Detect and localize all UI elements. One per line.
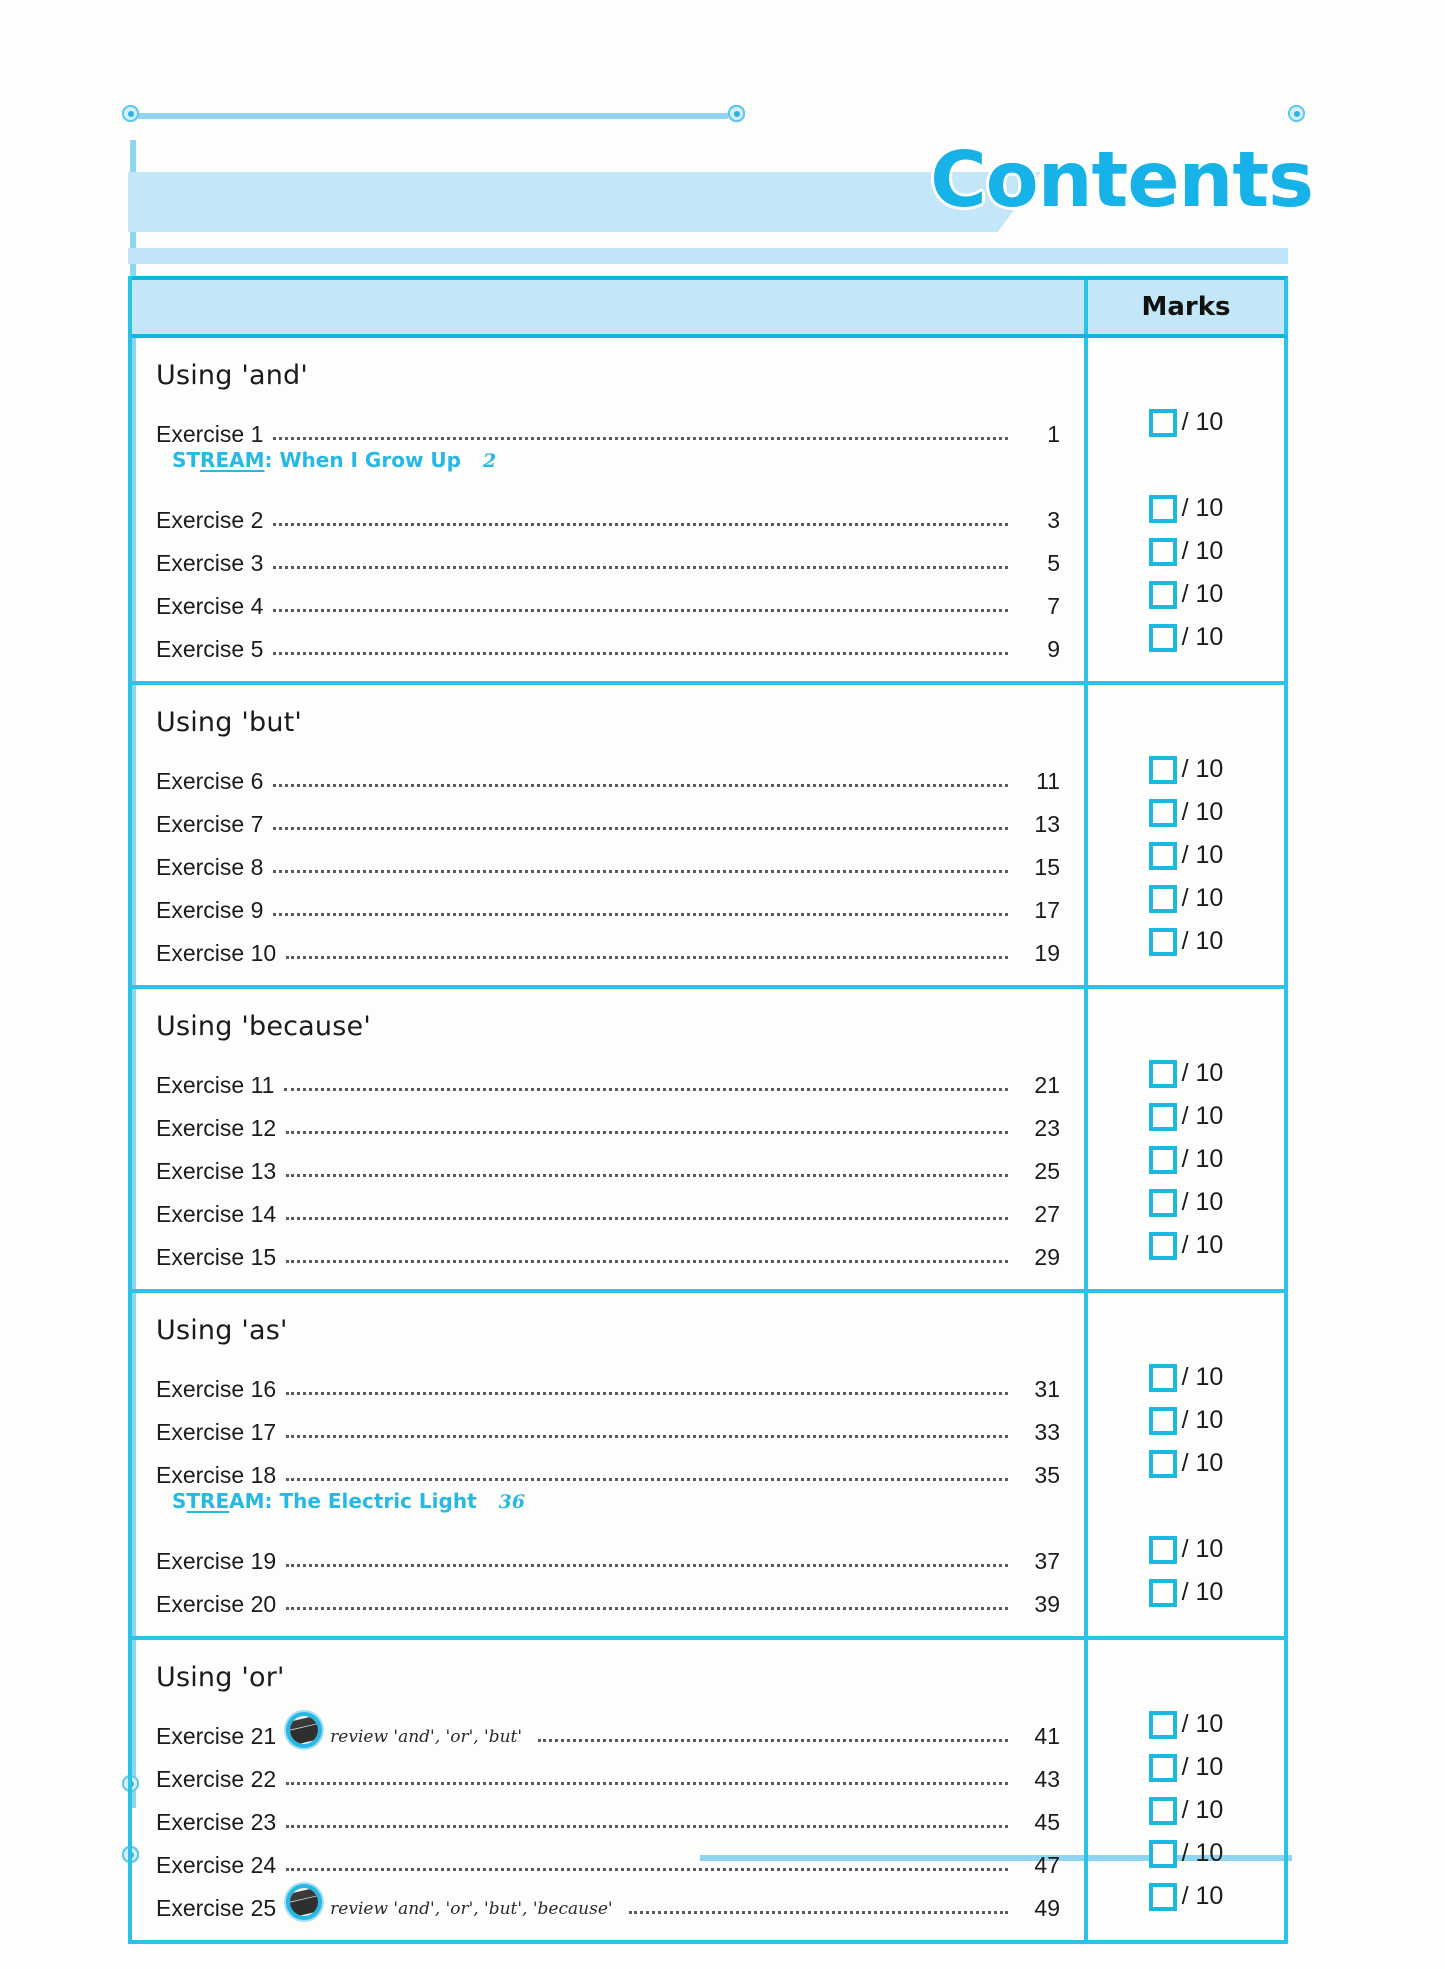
exercise-label: Exercise 15 <box>156 1243 277 1270</box>
marks-checkbox[interactable] <box>1149 1754 1177 1782</box>
section-title: Using 'and' <box>156 360 309 391</box>
exercise-row[interactable] <box>156 405 1060 448</box>
marks-checkbox[interactable] <box>1149 756 1177 784</box>
decorative-dot-icon <box>1288 105 1305 122</box>
film-strip-icon-inner <box>290 1716 318 1744</box>
film-strip-icon <box>286 1712 322 1748</box>
section-marks <box>1088 989 1284 1289</box>
marks-checkbox-row[interactable] <box>1149 748 1224 791</box>
marks-checkbox[interactable] <box>1149 581 1177 609</box>
exercise-label: Exercise 18 <box>156 1461 277 1488</box>
marks-checkbox[interactable] <box>1149 1579 1177 1607</box>
marks-checkbox[interactable] <box>1149 1060 1177 1088</box>
exercise-label: Exercise 10 <box>156 939 277 966</box>
marks-checkbox[interactable] <box>1149 1232 1177 1260</box>
exercise-note: review 'and', 'or', 'but', 'because' <box>330 1899 613 1920</box>
exercise-row[interactable] <box>156 1707 1060 1750</box>
marks-total-label: / 10 <box>1181 537 1224 565</box>
stream-prefix: S <box>172 1489 187 1513</box>
marks-total-label: / 10 <box>1181 1188 1224 1216</box>
marks-checkbox-row[interactable] <box>1149 1571 1224 1614</box>
marks-checkbox[interactable] <box>1149 495 1177 523</box>
marks-checkbox-row[interactable] <box>1149 487 1224 530</box>
marks-checkbox[interactable] <box>1149 1450 1177 1478</box>
dotted-leader <box>284 1088 1008 1091</box>
marks-total-label: / 10 <box>1181 755 1224 783</box>
marks-checkbox-row[interactable] <box>1149 530 1224 573</box>
exercise-label: Exercise 19 <box>156 1547 277 1574</box>
marks-checkbox-row[interactable] <box>1149 1789 1224 1832</box>
section-title: Using 'but' <box>156 707 303 738</box>
title-banner <box>128 172 998 232</box>
marks-checkbox[interactable] <box>1149 1407 1177 1435</box>
marks-checkbox-row[interactable] <box>1149 1875 1224 1918</box>
dotted-leader <box>273 870 1008 873</box>
marks-checkbox-row[interactable] <box>1149 834 1224 877</box>
exercise-row[interactable] <box>156 491 1060 534</box>
dotted-leader <box>629 1911 1008 1914</box>
exercise-row[interactable] <box>156 1750 1060 1793</box>
section-entries <box>132 338 1088 681</box>
table-header-left-cell <box>132 280 1088 334</box>
exercise-page-number: 7 <box>1047 592 1060 619</box>
section-entries <box>132 1640 1088 1940</box>
marks-checkbox[interactable] <box>1149 538 1177 566</box>
section-marks <box>1088 338 1284 681</box>
exercise-page-number: 37 <box>1034 1547 1060 1574</box>
exercise-label: Exercise 7 <box>156 810 264 837</box>
dotted-leader <box>273 609 1008 612</box>
marks-total-label: / 10 <box>1181 494 1224 522</box>
dotted-leader <box>286 1435 1008 1438</box>
exercise-row[interactable] <box>156 752 1060 795</box>
marks-checkbox[interactable] <box>1149 409 1177 437</box>
marks-total-label: / 10 <box>1181 408 1224 436</box>
stream-title: AM: The Electric Light <box>229 1489 477 1513</box>
dotted-leader <box>286 1782 1008 1785</box>
marks-total-label: / 10 <box>1181 1753 1224 1781</box>
exercise-page-number: 17 <box>1034 896 1060 923</box>
contents-section <box>132 989 1288 1293</box>
exercise-row[interactable] <box>156 1099 1060 1142</box>
dotted-leader <box>286 1217 1008 1220</box>
table-header-row <box>132 276 1288 338</box>
contents-section <box>132 338 1288 685</box>
exercise-label: Exercise 21 <box>156 1722 277 1749</box>
exercise-page-number: 33 <box>1034 1418 1060 1445</box>
stream-entry[interactable] <box>156 448 1060 491</box>
marks-total-label: / 10 <box>1181 1363 1224 1391</box>
exercise-page-number: 15 <box>1034 853 1060 880</box>
marks-checkbox[interactable] <box>1149 1711 1177 1739</box>
marks-total-label: / 10 <box>1181 1231 1224 1259</box>
exercise-page-number: 45 <box>1034 1808 1060 1835</box>
section-entries <box>132 1293 1088 1636</box>
exercise-page-number: 49 <box>1034 1894 1060 1921</box>
contents-section <box>132 1293 1288 1640</box>
dotted-leader <box>286 1260 1008 1263</box>
exercise-row[interactable] <box>156 1532 1060 1575</box>
marks-checkbox-row[interactable] <box>1149 1095 1224 1138</box>
stream-underlined-part: TRE <box>186 1489 230 1513</box>
marks-checkbox-row[interactable] <box>1149 920 1224 963</box>
exercise-label: Exercise 8 <box>156 853 264 880</box>
exercise-page-number: 29 <box>1034 1243 1060 1270</box>
section-marks <box>1088 1640 1284 1940</box>
exercise-page-number: 21 <box>1034 1071 1060 1098</box>
marks-total-label: / 10 <box>1181 884 1224 912</box>
contents-section <box>132 685 1288 989</box>
exercise-label: Exercise 14 <box>156 1200 277 1227</box>
exercise-row[interactable] <box>156 881 1060 924</box>
marks-total-label: / 10 <box>1181 1710 1224 1738</box>
marks-total-label: / 10 <box>1181 798 1224 826</box>
marks-checkbox[interactable] <box>1149 1536 1177 1564</box>
exercise-page-number: 19 <box>1034 939 1060 966</box>
marks-total-label: / 10 <box>1181 1578 1224 1606</box>
exercise-row[interactable] <box>156 1446 1060 1489</box>
marks-checkbox[interactable] <box>1149 1883 1177 1911</box>
marks-checkbox-row[interactable] <box>1149 791 1224 834</box>
exercise-label: Exercise 17 <box>156 1418 277 1445</box>
exercise-label: Exercise 4 <box>156 592 264 619</box>
section-title: Using 'because' <box>156 1011 371 1042</box>
marks-checkbox[interactable] <box>1149 928 1177 956</box>
marks-total-label: / 10 <box>1181 1882 1224 1910</box>
marks-total-label: / 10 <box>1181 1059 1224 1087</box>
exercise-page-number: 41 <box>1034 1722 1060 1749</box>
section-entries <box>132 989 1088 1289</box>
exercise-page-number: 31 <box>1034 1375 1060 1402</box>
section-title: Using 'as' <box>156 1315 288 1346</box>
marks-total-label: / 10 <box>1181 580 1224 608</box>
dotted-leader <box>286 1868 1008 1871</box>
exercise-page-number: 25 <box>1034 1157 1060 1184</box>
dotted-leader <box>286 1564 1008 1567</box>
exercise-page-number: 27 <box>1034 1200 1060 1227</box>
dotted-leader <box>286 1478 1008 1481</box>
marks-checkbox[interactable] <box>1149 1364 1177 1392</box>
exercise-note: review 'and', 'or', 'but' <box>330 1727 523 1748</box>
marks-checkbox[interactable] <box>1149 842 1177 870</box>
marks-total-label: / 10 <box>1181 841 1224 869</box>
dotted-leader <box>273 784 1008 787</box>
dotted-leader <box>273 523 1008 526</box>
marks-checkbox-row[interactable] <box>1149 573 1224 616</box>
contents-section <box>132 1640 1288 1944</box>
dotted-leader <box>538 1739 1008 1742</box>
section-marks <box>1088 685 1284 985</box>
exercise-label: Exercise 25 <box>156 1894 277 1921</box>
marks-checkbox-row[interactable] <box>1149 401 1224 444</box>
exercise-row[interactable] <box>156 838 1060 881</box>
exercise-row[interactable] <box>156 1360 1060 1403</box>
exercise-row[interactable] <box>156 577 1060 620</box>
exercise-label: Exercise 6 <box>156 767 264 794</box>
marks-total-label: / 10 <box>1181 1839 1224 1867</box>
exercise-row[interactable] <box>156 795 1060 838</box>
marks-total-label: / 10 <box>1181 1102 1224 1130</box>
title-underbar <box>128 248 1288 264</box>
page-title: Contents <box>930 136 1313 225</box>
section-marks <box>1088 1293 1284 1636</box>
stream-underlined-part: REAM <box>200 448 265 472</box>
marks-total-label: / 10 <box>1181 1535 1224 1563</box>
exercise-row[interactable] <box>156 1575 1060 1618</box>
exercise-page-number: 43 <box>1034 1765 1060 1792</box>
exercise-label: Exercise 23 <box>156 1808 277 1835</box>
exercise-label: Exercise 13 <box>156 1157 277 1184</box>
exercise-row[interactable] <box>156 1403 1060 1446</box>
exercise-row[interactable] <box>156 1056 1060 1099</box>
exercise-label: Exercise 5 <box>156 635 264 662</box>
exercise-page-number: 9 <box>1047 635 1060 662</box>
dotted-leader <box>286 1392 1008 1395</box>
exercise-page-number: 23 <box>1034 1114 1060 1141</box>
exercise-page-number: 3 <box>1047 506 1060 533</box>
marks-checkbox[interactable] <box>1149 1146 1177 1174</box>
exercise-page-number: 39 <box>1034 1590 1060 1617</box>
exercise-label: Exercise 2 <box>156 506 264 533</box>
marks-checkbox-row[interactable] <box>1149 1356 1224 1399</box>
exercise-row[interactable] <box>156 1836 1060 1879</box>
section-entries <box>132 685 1088 985</box>
marks-checkbox-row[interactable] <box>1149 1703 1224 1746</box>
marks-total-label: / 10 <box>1181 623 1224 651</box>
marks-checkbox[interactable] <box>1149 1189 1177 1217</box>
exercise-row[interactable] <box>156 1879 1060 1922</box>
exercise-row[interactable] <box>156 1185 1060 1228</box>
dotted-leader <box>286 1131 1008 1134</box>
exercise-page-number: 11 <box>1036 767 1060 794</box>
decorative-dot-icon <box>122 105 139 122</box>
exercise-row[interactable] <box>156 534 1060 577</box>
decorative-dot-icon <box>728 105 745 122</box>
marks-checkbox[interactable] <box>1149 1103 1177 1131</box>
stream-entry[interactable] <box>156 1489 1060 1532</box>
marks-checkbox-row[interactable] <box>1149 1832 1224 1875</box>
exercise-page-number: 5 <box>1047 549 1060 576</box>
exercise-label: Exercise 12 <box>156 1114 277 1141</box>
marks-checkbox-row[interactable] <box>1149 1442 1224 1485</box>
dotted-leader <box>273 827 1008 830</box>
marks-checkbox-row[interactable] <box>1149 1138 1224 1181</box>
exercise-row[interactable] <box>156 1228 1060 1271</box>
marks-checkbox[interactable] <box>1149 885 1177 913</box>
marks-checkbox-row[interactable] <box>1149 1224 1224 1267</box>
dotted-leader <box>273 437 1008 440</box>
exercise-row[interactable] <box>156 1793 1060 1836</box>
dotted-leader <box>286 1607 1008 1610</box>
stream-page-number: 36 <box>498 1491 526 1513</box>
dotted-leader <box>286 1174 1008 1177</box>
marks-total-label: / 10 <box>1181 1145 1224 1173</box>
exercise-label: Exercise 16 <box>156 1375 277 1402</box>
marks-checkbox-row[interactable] <box>1149 1181 1224 1224</box>
exercise-page-number: 1 <box>1047 420 1060 447</box>
marks-checkbox[interactable] <box>1149 624 1177 652</box>
dotted-leader <box>286 1825 1008 1828</box>
exercise-page-number: 35 <box>1034 1461 1060 1488</box>
exercise-label: Exercise 1 <box>156 420 264 447</box>
marks-checkbox[interactable] <box>1149 1840 1177 1868</box>
film-strip-icon-inner <box>290 1888 318 1916</box>
marks-total-label: / 10 <box>1181 1406 1224 1434</box>
stream-prefix: ST <box>172 448 201 472</box>
marks-checkbox[interactable] <box>1149 799 1177 827</box>
table-body <box>132 338 1288 1944</box>
marks-checkbox-row[interactable] <box>1149 1399 1224 1442</box>
marks-total-label: / 10 <box>1181 927 1224 955</box>
contents-table <box>128 276 1288 1944</box>
section-title: Using 'or' <box>156 1662 285 1693</box>
stream-page-number: 2 <box>482 450 497 472</box>
marks-checkbox-row[interactable] <box>1149 1746 1224 1789</box>
dotted-leader <box>286 956 1008 959</box>
marks-total-label: / 10 <box>1181 1796 1224 1824</box>
film-strip-icon <box>286 1884 322 1920</box>
marks-checkbox-row[interactable] <box>1149 1528 1224 1571</box>
exercise-label: Exercise 20 <box>156 1590 277 1617</box>
exercise-label: Exercise 9 <box>156 896 264 923</box>
exercise-label: Exercise 3 <box>156 549 264 576</box>
exercise-row[interactable] <box>156 924 1060 967</box>
exercise-label: Exercise 11 <box>156 1071 275 1098</box>
exercise-row[interactable] <box>156 1142 1060 1185</box>
top-left-rule <box>138 113 728 119</box>
marks-checkbox-row[interactable] <box>1149 616 1224 659</box>
marks-checkbox-row[interactable] <box>1149 1052 1224 1095</box>
marks-total-label: / 10 <box>1181 1449 1224 1477</box>
stream-title: : When I Grow Up <box>264 448 461 472</box>
exercise-row[interactable] <box>156 620 1060 663</box>
exercise-page-number: 13 <box>1034 810 1060 837</box>
exercise-label: Exercise 22 <box>156 1765 277 1792</box>
exercise-label: Exercise 24 <box>156 1851 277 1878</box>
dotted-leader <box>273 566 1008 569</box>
exercise-page-number: 47 <box>1034 1851 1060 1878</box>
dotted-leader <box>273 913 1008 916</box>
marks-checkbox[interactable] <box>1149 1797 1177 1825</box>
marks-column-header: Marks <box>1141 292 1231 322</box>
dotted-leader <box>273 652 1008 655</box>
marks-checkbox-row[interactable] <box>1149 877 1224 920</box>
